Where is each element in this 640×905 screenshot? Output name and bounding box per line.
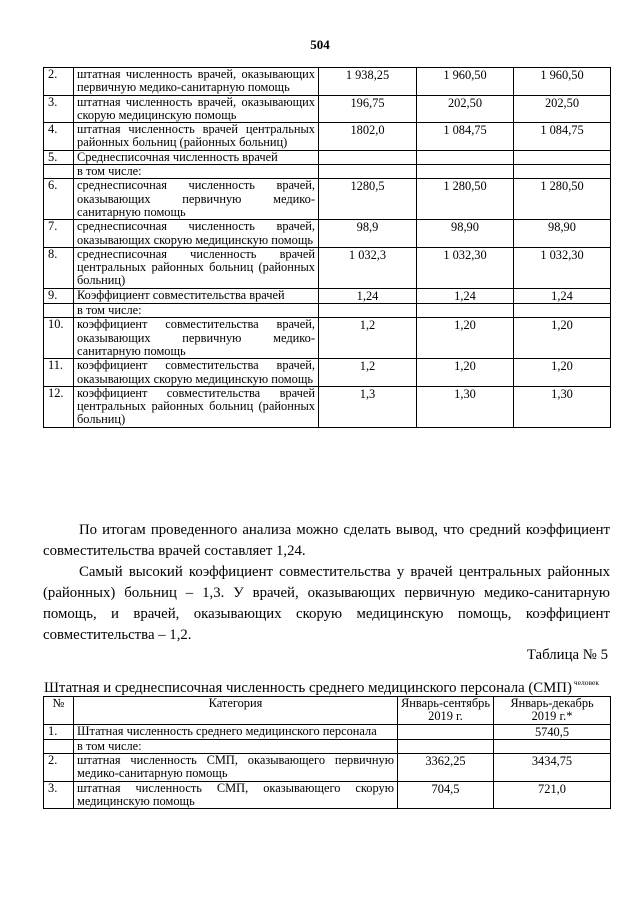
row-number xyxy=(44,304,74,318)
row-value-1 xyxy=(398,739,494,753)
table-caption xyxy=(44,680,614,697)
row-value-2: 1 960,50 xyxy=(417,68,514,96)
table-row xyxy=(44,359,611,387)
row-category: штатная численность врачей, оказывающих первичную медико-санитарную помощь xyxy=(74,68,319,96)
row-category: Коэффициент совместительства врачей xyxy=(74,288,319,303)
staffing-table-nurses-body xyxy=(44,724,611,809)
row-value-1: 1,24 xyxy=(319,288,417,303)
row-category: Штатная численность среднего медицинского персонала xyxy=(74,724,398,739)
row-category: в том числе: xyxy=(74,304,319,318)
table-row xyxy=(44,386,611,427)
row-category: коэффициент совместительства врачей центральных районных больниц (районных больниц) xyxy=(74,386,319,427)
table-row xyxy=(44,318,611,359)
row-number: 3. xyxy=(44,781,74,809)
row-value-2: 3434,75 xyxy=(494,754,611,782)
table-row xyxy=(44,165,611,179)
row-number: 6. xyxy=(44,179,74,220)
staffing-table-doctors xyxy=(43,67,611,428)
row-value-2: 1,20 xyxy=(417,359,514,387)
row-value-1 xyxy=(319,304,417,318)
conclusion-paragraph: По итогам проведенного анализа можно сделать вывод, что средний коэффициент совместительства врачей составляет 1,24. xyxy=(43,522,610,559)
table-row xyxy=(44,150,611,164)
row-value-3 xyxy=(514,150,611,164)
header-category: Категория xyxy=(74,697,398,725)
row-number: 9. xyxy=(44,288,74,303)
row-value-2: 5740,5 xyxy=(494,724,611,739)
table-row xyxy=(44,739,611,753)
row-value-2 xyxy=(417,150,514,164)
row-value-2: 98,90 xyxy=(417,220,514,248)
row-number: 11. xyxy=(44,359,74,387)
table-unit: человек xyxy=(573,678,599,687)
row-value-1: 1280,5 xyxy=(319,179,417,220)
row-value-1: 1802,0 xyxy=(319,123,417,151)
row-value-2: 1,30 xyxy=(417,386,514,427)
staffing-table-nurses xyxy=(43,696,611,809)
row-value-3: 202,50 xyxy=(514,95,611,123)
table-row xyxy=(44,754,611,782)
row-category: в том числе: xyxy=(74,165,319,179)
row-value-3: 1 960,50 xyxy=(514,68,611,96)
table-label: Таблица № 5 xyxy=(526,647,608,663)
row-value-1: 1,3 xyxy=(319,386,417,427)
row-number: 12. xyxy=(44,386,74,427)
table-header-row xyxy=(44,697,611,725)
analysis-paragraph: Самый высокий коэффициент совместительства у врачей центральных районных (районных) больниц – 1,3. У врачей, оказывающих первичную медико-санитарную помощь, и врачей, оказывающих скорую медицинскую помощь, коэффициент совместительства – 1,2. xyxy=(43,564,610,643)
row-value-3: 1 084,75 xyxy=(514,123,611,151)
row-category: штатная численность СМП, оказывающего скорую медицинскую помощь xyxy=(74,781,398,809)
table-row xyxy=(44,123,611,151)
row-number: 2. xyxy=(44,754,74,782)
row-value-3 xyxy=(514,165,611,179)
row-category: в том числе: xyxy=(74,739,398,753)
row-value-2: 202,50 xyxy=(417,95,514,123)
row-value-1: 1 938,25 xyxy=(319,68,417,96)
row-value-1: 704,5 xyxy=(398,781,494,809)
table-row xyxy=(44,304,611,318)
row-value-2: 1 084,75 xyxy=(417,123,514,151)
row-number: 10. xyxy=(44,318,74,359)
row-number xyxy=(44,739,74,753)
row-number: 4. xyxy=(44,123,74,151)
row-value-3: 1,24 xyxy=(514,288,611,303)
row-number: 7. xyxy=(44,220,74,248)
row-number: 8. xyxy=(44,247,74,288)
row-value-2: 1 032,30 xyxy=(417,247,514,288)
row-value-1: 1,2 xyxy=(319,359,417,387)
table-row xyxy=(44,724,611,739)
row-value-3: 1,20 xyxy=(514,318,611,359)
row-value-1 xyxy=(319,150,417,164)
row-value-3: 98,90 xyxy=(514,220,611,248)
row-value-3: 1,30 xyxy=(514,386,611,427)
row-value-1: 3362,25 xyxy=(398,754,494,782)
row-value-3: 1,20 xyxy=(514,359,611,387)
row-category: штатная численность СМП, оказывающего первичную медико-санитарную помощь xyxy=(74,754,398,782)
row-value-3: 1 032,30 xyxy=(514,247,611,288)
row-value-2: 1 280,50 xyxy=(417,179,514,220)
row-value-2 xyxy=(417,165,514,179)
row-number: 3. xyxy=(44,95,74,123)
row-number xyxy=(44,165,74,179)
header-num: № xyxy=(44,697,74,725)
row-category: Среднесписочная численность врачей xyxy=(74,150,319,164)
table-row xyxy=(44,288,611,303)
row-value-2 xyxy=(494,739,611,753)
table-row xyxy=(44,179,611,220)
table-row xyxy=(44,220,611,248)
row-value-1: 98,9 xyxy=(319,220,417,248)
table-row xyxy=(44,781,611,809)
row-value-3 xyxy=(514,304,611,318)
row-category: коэффициент совместительства врачей, оказывающих первичную медико-санитарную помощь xyxy=(74,318,319,359)
table-caption-text: Штатная и среднесписочная численность среднего медицинского персонала (СМП) xyxy=(44,680,572,696)
row-value-2: 721,0 xyxy=(494,781,611,809)
row-number: 2. xyxy=(44,68,74,96)
row-value-1: 1 032,3 xyxy=(319,247,417,288)
row-value-2 xyxy=(417,304,514,318)
row-category: штатная численность врачей, оказывающих скорую медицинскую помощь xyxy=(74,95,319,123)
row-category: коэффициент совместительства врачей, оказывающих скорую медицинскую помощь xyxy=(74,359,319,387)
row-value-2: 1,24 xyxy=(417,288,514,303)
row-value-3: 1 280,50 xyxy=(514,179,611,220)
header-col2: Январь-декабрь 2019 г.* xyxy=(494,697,611,725)
row-value-1: 1,2 xyxy=(319,318,417,359)
header-col1: Январь-сентябрь 2019 г. xyxy=(398,697,494,725)
row-category: среднесписочная численность врачей, оказывающих скорую медицинскую помощь xyxy=(74,220,319,248)
row-category: среднесписочная численность врачей центральных районных больниц (районных больниц) xyxy=(74,247,319,288)
table-row xyxy=(44,68,611,96)
row-number: 5. xyxy=(44,150,74,164)
page-number: 504 xyxy=(310,37,330,52)
row-value-1 xyxy=(319,165,417,179)
row-category: штатная численность врачей центральных районных больниц (районных больниц) xyxy=(74,123,319,151)
staffing-table-doctors-body xyxy=(44,68,611,428)
table-row xyxy=(44,95,611,123)
row-category: среднесписочная численность врачей, оказывающих первичную медико-санитарную помощь xyxy=(74,179,319,220)
row-value-1 xyxy=(398,724,494,739)
table-row xyxy=(44,247,611,288)
row-number: 1. xyxy=(44,724,74,739)
row-value-1: 196,75 xyxy=(319,95,417,123)
row-value-2: 1,20 xyxy=(417,318,514,359)
